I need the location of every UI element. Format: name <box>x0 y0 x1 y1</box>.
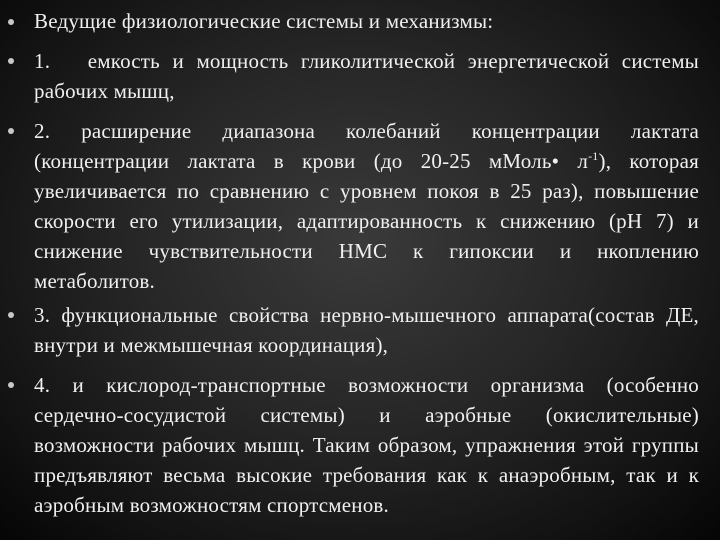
bullet-text-part: 2. расширение диапазона колебаний концентрации лактата (концентрации лактата в крови (до 20-25 мМоль• л <box>34 119 699 173</box>
bullet-dot-icon <box>8 312 14 318</box>
bullet-text: Ведущие физиологические системы и механизмы: <box>34 9 494 33</box>
bullet-dot-icon <box>8 128 14 134</box>
bullet-dot-icon <box>8 19 14 25</box>
bullet-text <box>34 116 699 296</box>
bullet-text: 3. функциональные свойства нервно-мышечного аппарата(состав ДЕ, внутри и межмышечная координация), <box>34 303 699 357</box>
bullet-text: 4. и кислород-транспортные возможности организма (особенно сердечно-сосудистой системы) и аэробные (окислительные) возможности рабочих мышц. Таким образом, упражнения этой группы предъявляют весьма высокие требования как к анаэробным, так и к аэробным возможностям спортсменов. <box>34 373 699 517</box>
bullet-dot-icon <box>8 382 14 388</box>
bullet-dot-icon <box>8 58 14 64</box>
bullet-text-part: ), которая увеличивается по сравнению с уровнем покоя в 25 раз), повышение скорости его утилизации, адаптированность к снижению (pH 7) и снижение чувствительности НМС к гипоксии и нкоплению метаболитов. <box>34 149 700 293</box>
bullet-text: 1. емкость и мощность гликолитической энергетической системы рабочих мышц, <box>34 49 705 103</box>
superscript: -1 <box>588 149 599 163</box>
